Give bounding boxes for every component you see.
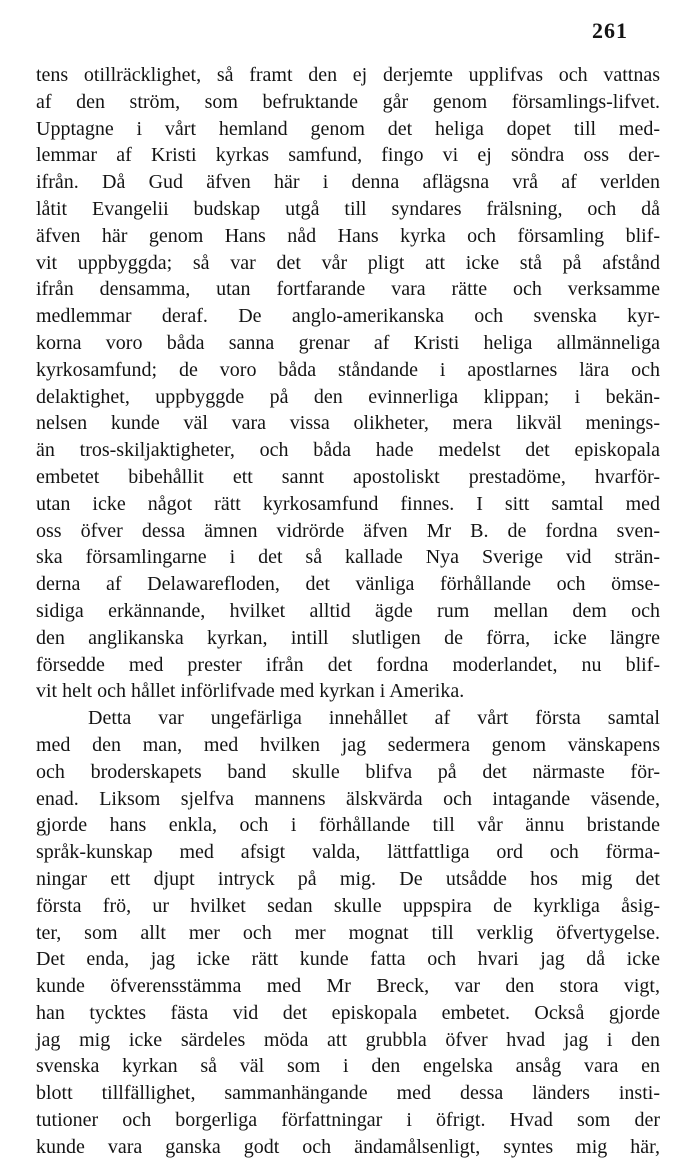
text-line: nelsen kunde väl vara vissa olikheter, mera likväl menings-	[36, 412, 660, 435]
text-line: tutioner och borgerliga författningar i öfrigt. Hvad som der	[36, 1109, 660, 1132]
text-line: språk-kunskap med afsigt valda, lättfattliga ord och förma-	[36, 841, 660, 864]
text-line: kunde vara ganska godt och ändamålsenligt, syntes mig här,	[36, 1135, 660, 1158]
text-line: korna voro båda sanna grenar af Kristi heliga allmänneliga	[36, 331, 660, 354]
text-line: svenska kyrkan så väl som i den engelska ansåg vara en	[36, 1055, 660, 1078]
text-line: låtit Evangelii budskap utgå till syndares frälsning, och då	[36, 197, 660, 220]
text-line: vit uppbyggda; så var det vår pligt att icke stå på afstånd	[36, 251, 660, 274]
text-line: lemmar af Kristi kyrkas samfund, fingo vi ej söndra oss der-	[36, 144, 660, 167]
text-line: embetet bibehållit ett sannt apostoliskt prestadöme, hvarför-	[36, 465, 660, 488]
text-line: han tycktes fästa vid det episkopala embetet. Också gjorde	[36, 1001, 660, 1024]
text-line: Upptagne i vårt hemland genom det heliga dopet till med-	[36, 117, 660, 140]
text-line: ifrån densamma, utan fortfarande vara rätte och verksamme	[36, 278, 660, 301]
text-line: kunde öfverensstämma med Mr Breck, var den stora vigt,	[36, 975, 660, 998]
text-line: än tros-skiljaktigheter, och båda hade medelst det episkopala	[36, 439, 660, 462]
text-line: af den ström, som befruktande går genom församlings-lifvet.	[36, 90, 660, 113]
text-line: blott tillfällighet, sammanhängande med dessa länders insti-	[36, 1082, 660, 1105]
text-line: sidiga erkännande, hvilket alltid ägde rum mellan dem och	[36, 599, 660, 622]
text-line: med den man, med hvilken jag sedermera genom vänskapens	[36, 733, 660, 756]
text-line: försedde med prester ifrån det fordna moderlandet, nu blif-	[36, 653, 660, 676]
text-line: oss öfver dessa ämnen vidrörde äfven Mr B. de fordna sven-	[36, 519, 660, 542]
text-line: derna af Delawarefloden, det vänliga förhållande och ömse-	[36, 573, 660, 596]
text-line: första frö, ur hvilket sedan skulle uppspira de kyrkliga åsig-	[36, 894, 660, 917]
text-line: utan icke något rätt kyrkosamfund finnes. I sitt samtal med	[36, 492, 660, 515]
text-line: äfven här genom Hans nåd Hans kyrka och församling blif-	[36, 224, 660, 247]
text-line: enad. Liksom sjelfva mannens älskvärda och intagande väsende,	[36, 787, 660, 810]
text-line: ifrån. Då Gud äfven här i denna aflägsna vrå af verlden	[36, 171, 660, 194]
text-line: ningar ett djupt intryck på mig. De utsådde hos mig det	[36, 867, 660, 890]
text-line: gjorde hans enkla, och i förhållande till vår ännu bristande	[36, 814, 660, 837]
text-line: delaktighet, uppbyggde på den evinnerliga klippan; i bekän-	[36, 385, 660, 408]
text-line: tens otillräcklighet, så framt den ej derjemte upplifvas och vattnas	[36, 64, 660, 86]
text-line: ska församlingarne i det så kallade Nya Sverige vid strän-	[36, 546, 660, 569]
text-line: och broderskapets band skulle blifva på det närmaste för-	[36, 760, 660, 783]
page-number: 261	[592, 18, 628, 43]
body-text	[36, 62, 660, 1161]
text-line: den anglikanska kyrkan, intill slutligen de förra, icke längre	[36, 626, 660, 649]
text-line: jag mig icke särdeles möda att grubbla öfver hvad jag i den	[36, 1028, 660, 1051]
text-line: medlemmar deraf. De anglo-amerikanska och svenska kyr-	[36, 305, 660, 328]
text-line: ter, som allt mer och mer mognat till verklig öfvertygelse.	[36, 921, 660, 944]
text-line: kyrkosamfund; de voro båda ståndande i apostlarnes lära och	[36, 358, 660, 381]
text-line: Det enda, jag icke rätt kunde fatta och hvari jag då icke	[36, 948, 660, 971]
paragraph-start-line: Detta var ungefärliga innehållet af vårt första samtal	[88, 707, 660, 730]
text-line: vit helt och hållet införlifvade med kyrkan i Amerika.	[36, 680, 465, 703]
